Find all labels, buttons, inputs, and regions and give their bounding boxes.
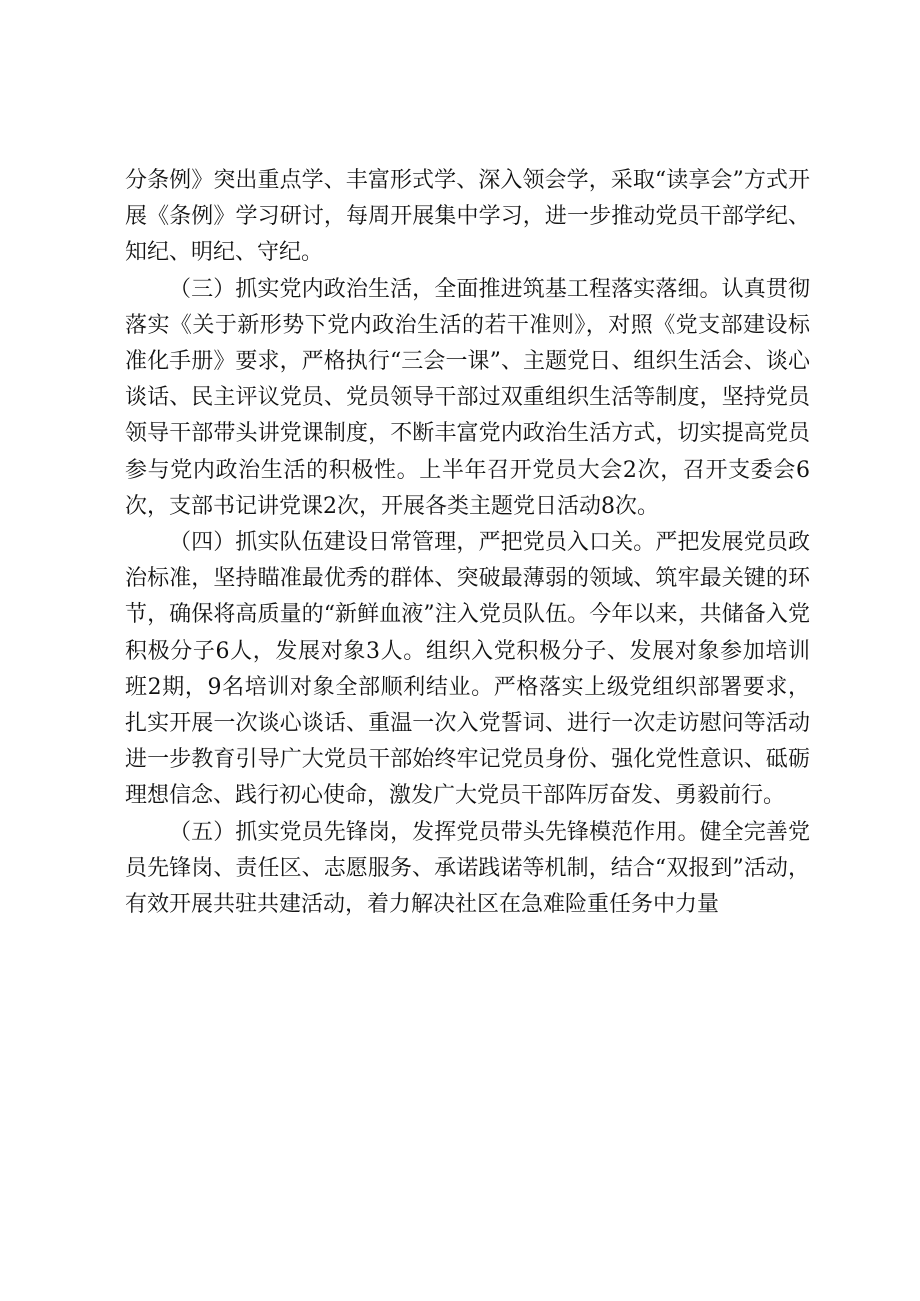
paragraph-vanguard-posts: （五）抓实党员先锋岗，发挥党员带头先锋模范作用。健全完善党员先锋岗、责任区、志愿服务、承诺践诺等机制，结合“双报到”活动，有效开展共驻共建活动，着力解决社区在急难险重任务中力量: [125, 819, 810, 918]
paragraph-continuation: 分条例》突出重点学、丰富形式学、深入领会学，采取“读享会”方式开展《条例》学习研讨，每周开展集中学习，进一步推动党员干部学纪、知纪、明纪、守纪。: [125, 168, 810, 266]
paragraph-party-political-life: （三）抓实党内政治生活，全面推进筑基工程落实落细。认真贯彻落实《关于新形势下党内政治生活的若干准则》，对照《党支部建设标准化手册》要求，严格执行“三会一课”、主题党日、组织生活会、谈心谈话、民主评议党员、党员领导干部过双重组织生活等制度，坚持党员领导干部带头讲党课制度，不断丰富党内政治生活方式，切实提高党员参与党内政治生活的积极性。上半年召开党员大会2次，召开支委会6次，支部书记讲党课2次，开展各类主题党日活动8次。: [125, 276, 810, 519]
document-body: [125, 163, 810, 923]
paragraph-team-building: （四）抓实队伍建设日常管理，严把党员入口关。严把发展党员政治标准，坚持瞄准最优秀的群体、突破最薄弱的领域、筑牢最关键的环节，确保将高质量的“新鲜血液”注入党员队伍。今年以来，共储备入党积极分子6人，发展对象3人。组织入党积极分子、发展对象参加培训班2期，9名培训对象全部顺利结业。严格落实上级党组织部署要求，扎实开展一次谈心谈话、重温一次入党誓词、进行一次走访慰问等活动进一步教育引导广大党员干部始终牢记党员身份、强化党性意识、砥砺理想信念、践行初心使命，激发广大党员干部阵厉奋发、勇毅前行。: [125, 530, 810, 809]
